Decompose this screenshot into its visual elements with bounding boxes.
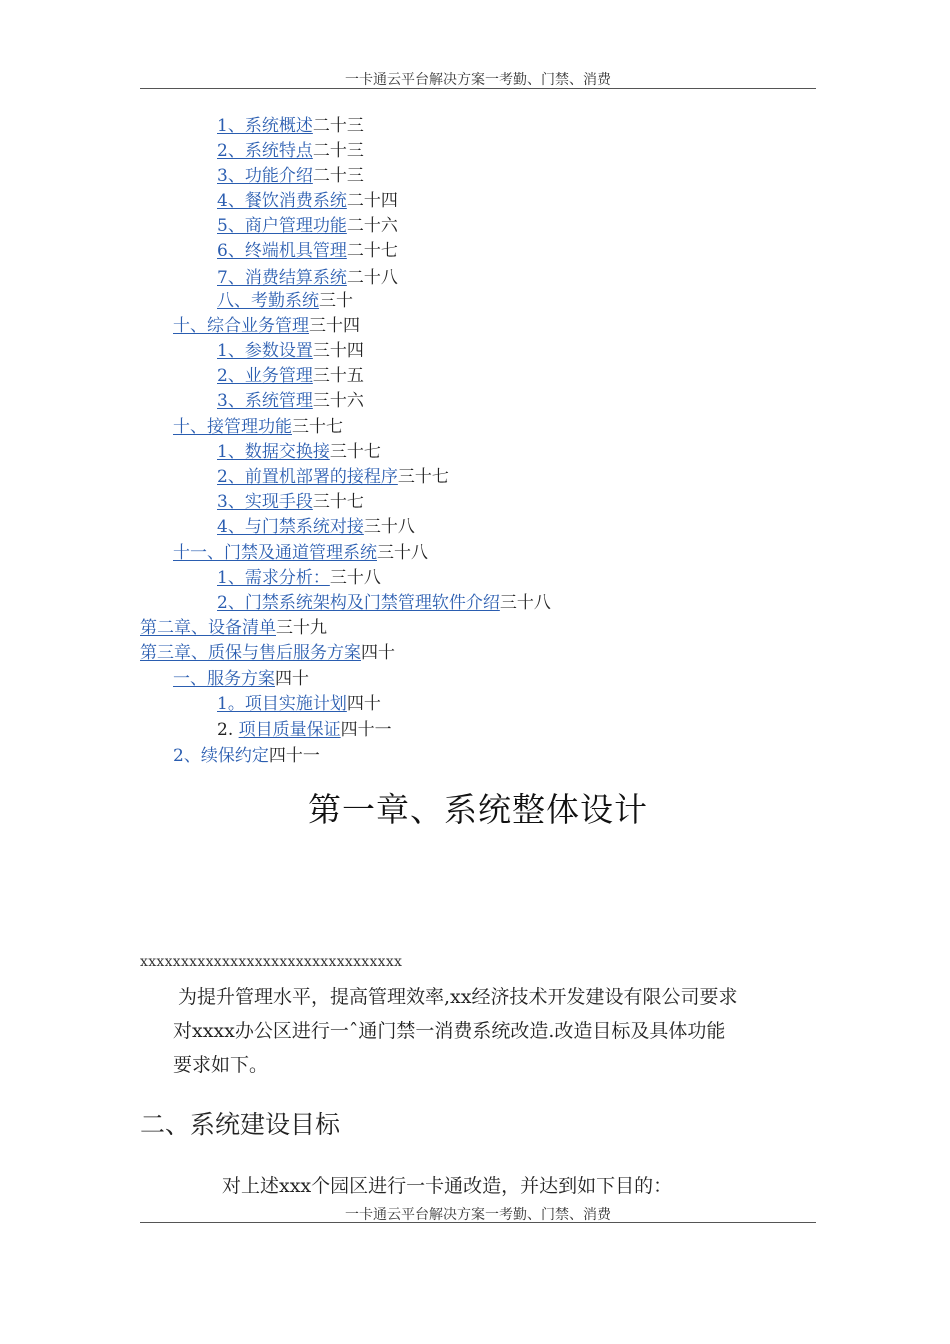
toc-link[interactable]: 十一、门禁及通道管理系统: [173, 543, 377, 563]
intro-line: 为提升管理水平，提高管理效率,xx经济技术开发建设有限公司要求: [178, 986, 738, 1008]
toc-page: 三十七: [329, 442, 381, 462]
toc-page: 三十四: [312, 341, 364, 361]
toc-link[interactable]: 1、系统概述: [217, 116, 313, 136]
toc-link[interactable]: 1、数据交换接: [217, 442, 330, 462]
toc-number: 2.: [217, 720, 234, 740]
toc-link[interactable]: 2、业务管理: [217, 366, 313, 386]
toc-entry[interactable]: [217, 365, 364, 387]
toc-page: 四十一: [340, 720, 392, 740]
toc-page: 四十: [361, 643, 395, 663]
toc-entry[interactable]: [173, 315, 360, 337]
toc-page: 二十三: [312, 166, 364, 186]
toc-page: 三十: [319, 291, 353, 311]
toc-link[interactable]: 八、考勤系统: [217, 291, 319, 311]
toc-entry[interactable]: [217, 567, 381, 589]
toc-entry[interactable]: [173, 416, 343, 438]
toc-entry[interactable]: [217, 491, 364, 513]
toc-entry[interactable]: [217, 693, 381, 715]
section-paragraph: 对上述xxx个园区进行一卡通改造，并达到如下目的：: [222, 1175, 673, 1197]
toc-link[interactable]: 1。项目实施计划: [217, 694, 347, 714]
running-footer: 一卡通云平台解决方案一考勤、门禁、消费: [345, 1207, 611, 1223]
toc-entry[interactable]: [173, 745, 320, 767]
toc-page: 三十五: [312, 366, 364, 386]
toc-page: 二十三: [312, 141, 364, 161]
toc-link[interactable]: 十、接管理功能: [173, 417, 292, 437]
toc-link[interactable]: 3、功能介绍: [217, 166, 313, 186]
toc-page: 四十: [346, 694, 381, 714]
toc-link[interactable]: 4、与门禁系统对接: [217, 517, 364, 537]
toc-page: 三十八: [329, 568, 381, 588]
toc-link[interactable]: 5、商户管理功能: [217, 216, 347, 236]
toc-page: 三十四: [309, 316, 360, 336]
toc-entry[interactable]: [217, 290, 353, 312]
toc-page: 三十八: [377, 543, 428, 563]
toc-entry[interactable]: [217, 267, 398, 289]
toc-link[interactable]: 一、服务方案: [173, 669, 275, 689]
toc-page: 三十八: [499, 593, 551, 613]
toc-page: 二十三: [312, 116, 364, 136]
chapter-title: 第一章、系统整体设计: [308, 790, 648, 829]
toc-page: 三十六: [312, 391, 364, 411]
toc-page: 二十八: [346, 268, 398, 288]
toc-entry[interactable]: [173, 542, 428, 564]
toc-link[interactable]: 2、续保约定: [173, 746, 269, 766]
toc-link[interactable]: 第三章、质保与售后服务方案: [140, 643, 361, 663]
toc-entry[interactable]: [217, 390, 364, 412]
toc-link[interactable]: 十、综合业务管理: [173, 316, 309, 336]
header-rule: [140, 88, 816, 89]
toc-link[interactable]: 7、消费结算系统: [217, 268, 347, 288]
toc-page: 二十四: [346, 191, 398, 211]
toc-link[interactable]: 第二章、设备清单: [140, 618, 276, 638]
toc-entry[interactable]: [217, 516, 415, 538]
toc-entry[interactable]: [217, 215, 398, 237]
toc-link[interactable]: 1、需求分析：: [217, 568, 330, 588]
toc-entry[interactable]: [217, 115, 364, 137]
toc-page: 三十七: [292, 417, 343, 437]
intro-paragraph: [173, 980, 818, 1082]
toc-link[interactable]: 1、参数设置: [217, 341, 313, 361]
placeholder-line: xxxxxxxxxxxxxxxxxxxxxxxxxxxxxxxx: [140, 954, 403, 970]
toc-entry[interactable]: [217, 592, 551, 614]
section-title: 二、系统建设目标: [140, 1110, 341, 1139]
toc-entry[interactable]: [140, 617, 327, 639]
intro-line: 要求如下。: [173, 1054, 269, 1076]
toc-entry[interactable]: [217, 190, 398, 212]
running-header: 一卡通云平台解决方案一考勤、门禁、消费: [345, 72, 611, 88]
toc-page: 三十七: [312, 492, 364, 512]
toc-entry[interactable]: [140, 642, 395, 664]
toc-entry[interactable]: [217, 240, 398, 262]
toc-page: 四十一: [268, 746, 320, 766]
toc-page: 二十六: [346, 216, 398, 236]
toc-entry[interactable]: [173, 668, 309, 690]
toc-link[interactable]: 4、餐饮消费系统: [217, 191, 347, 211]
intro-line: 对xxxx办公区进行一ˆ通门禁一消费系统改造.改造目标及具体功能: [173, 1020, 726, 1042]
toc-link[interactable]: 2、系统特点: [217, 141, 313, 161]
toc-entry[interactable]: [217, 719, 392, 741]
toc-page: 三十七: [397, 467, 449, 487]
toc-link[interactable]: 项目质量保证: [238, 720, 341, 740]
toc-page: 三十九: [276, 618, 327, 638]
toc-link[interactable]: 2、门禁系统架构及门禁管理软件介绍: [217, 593, 500, 613]
toc-page: 三十八: [363, 517, 415, 537]
toc-entry[interactable]: [217, 140, 364, 162]
toc-link[interactable]: 3、实现手段: [217, 492, 313, 512]
toc-entry[interactable]: [217, 165, 364, 187]
footer-rule: [140, 1222, 816, 1223]
toc-page: 四十: [275, 669, 309, 689]
toc-link[interactable]: 6、终端机具管理: [217, 241, 347, 261]
toc-entry[interactable]: [217, 441, 381, 463]
toc-entry[interactable]: [217, 466, 449, 488]
toc-link[interactable]: 2、前置机部署的接程序: [217, 467, 398, 487]
toc-page: 二十七: [346, 241, 398, 261]
toc-entry[interactable]: [217, 340, 364, 362]
toc-link[interactable]: 3、系统管理: [217, 391, 313, 411]
